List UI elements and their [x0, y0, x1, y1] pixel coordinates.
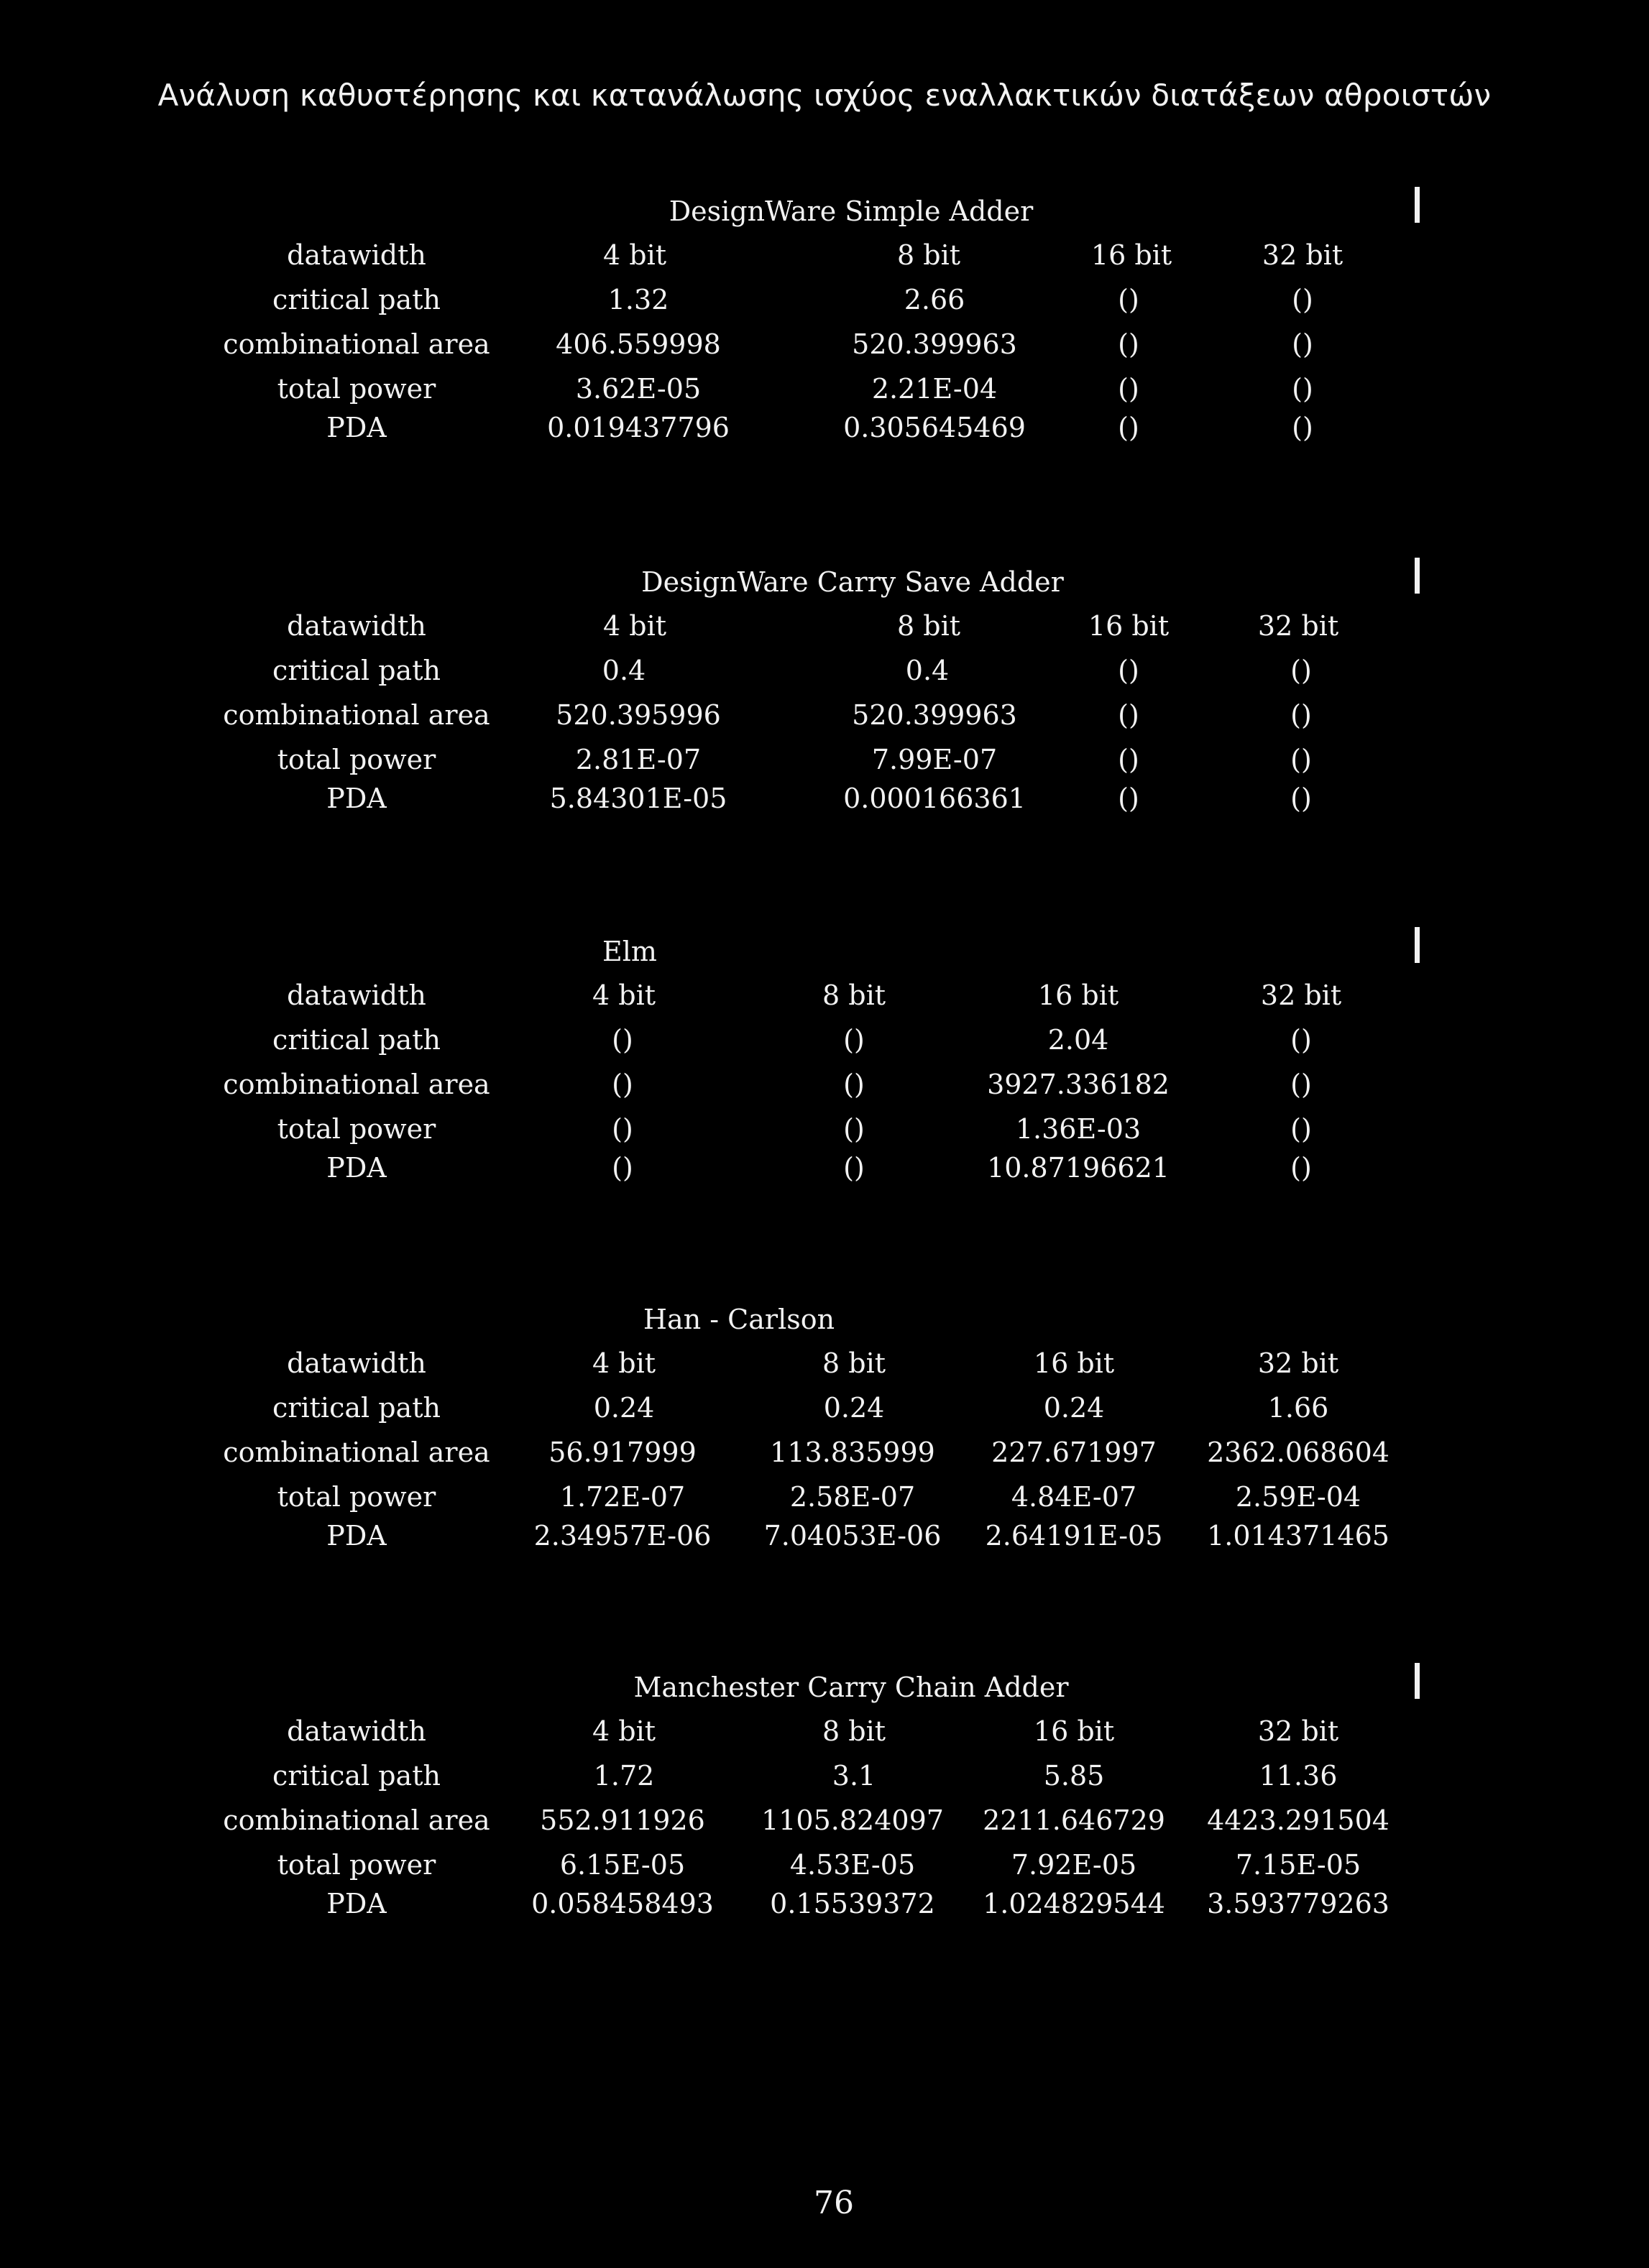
table-cell: () [843, 1024, 865, 1056]
header-row [0, 608, 1649, 644]
header-row [0, 1345, 1649, 1381]
table-cell: 4423.291504 [1207, 1804, 1390, 1836]
edge-mark [1415, 558, 1420, 594]
table-cell: 2.21E-04 [871, 373, 998, 405]
column-header: 16 bit [1090, 239, 1172, 271]
page-number: 76 [814, 2185, 854, 2221]
table-row [0, 1758, 1649, 1794]
table-row [0, 1518, 1649, 1554]
edge-mark [1415, 927, 1420, 963]
table-cell: 520.399963 [852, 328, 1017, 360]
table-cell: 1.014371465 [1207, 1520, 1390, 1552]
row-label: PDA [326, 412, 387, 443]
row-label: PDA [326, 783, 387, 814]
column-header: 32 bit [1257, 1347, 1339, 1379]
table-cell: () [1290, 1069, 1312, 1100]
table-cell: 7.15E-05 [1235, 1849, 1361, 1881]
table-cell: 56.917999 [548, 1437, 697, 1468]
table-row [0, 653, 1649, 688]
table-row [0, 697, 1649, 733]
table-cell: 0.4 [905, 655, 950, 686]
edge-mark [1415, 187, 1420, 223]
table-han-carlson [0, 1304, 1649, 1605]
table-row [0, 282, 1649, 318]
table-title: Elm [602, 936, 657, 967]
table-cell: 113.835999 [770, 1437, 935, 1468]
table-cell: 0.058458493 [531, 1888, 714, 1919]
table-cell: 2.34957E-06 [533, 1520, 712, 1552]
table-cell: () [1292, 412, 1313, 443]
table-row [0, 410, 1649, 446]
column-header: 4 bit [602, 239, 667, 271]
table-cell: 2.59E-04 [1235, 1481, 1361, 1513]
table-cell: () [1290, 699, 1312, 731]
table-row [0, 1479, 1649, 1515]
table-cell: 7.04053E-06 [763, 1520, 942, 1552]
table-cell: 5.84301E-05 [549, 783, 727, 814]
table-row [0, 780, 1649, 816]
table-cell: 2.66 [904, 284, 965, 315]
table-cell: () [1290, 1024, 1312, 1056]
table-cell: 3.593779263 [1207, 1888, 1390, 1919]
table-cell: 2211.646729 [983, 1804, 1165, 1836]
table-elm [0, 936, 1649, 1237]
table-cell: 1.66 [1267, 1392, 1329, 1424]
table-cell: 227.671997 [991, 1437, 1157, 1468]
table-row [0, 1066, 1649, 1102]
table-cell: () [1290, 655, 1312, 686]
table-cell: () [1118, 412, 1139, 443]
row-label: combinational area [223, 1069, 490, 1100]
table-cell: () [1118, 373, 1139, 405]
table-cell: 5.85 [1043, 1760, 1105, 1792]
column-header: 8 bit [822, 979, 886, 1011]
row-label: critical path [272, 1024, 441, 1056]
table-row [0, 1802, 1649, 1838]
page-title: Ανάλυση καθυστέρησης και κατανάλωσης ισχύος εναλλακτικών διατάξεων αθροιστών [157, 78, 1492, 113]
table-cell: 1.024829544 [983, 1888, 1165, 1919]
table-cell: 4.84E-07 [1011, 1481, 1137, 1513]
table-cell: 520.399963 [852, 699, 1017, 731]
row-label: combinational area [223, 1804, 490, 1836]
edge-mark [1415, 1663, 1420, 1699]
column-header: 32 bit [1262, 239, 1343, 271]
row-label: datawidth [287, 239, 426, 271]
table-cell: 2.81E-07 [575, 744, 702, 775]
column-header: 4 bit [592, 1347, 656, 1379]
table-cell: () [1290, 1152, 1312, 1184]
table-cell: 0.15539372 [770, 1888, 935, 1919]
table-title: Manchester Carry Chain Adder [633, 1672, 1069, 1703]
table-cell: () [843, 1113, 865, 1145]
row-label: critical path [272, 284, 441, 315]
row-label: critical path [272, 655, 441, 686]
table-title: DesignWare Carry Save Adder [641, 566, 1064, 598]
table-cell: () [1290, 1113, 1312, 1145]
header-row [0, 237, 1649, 273]
column-header: 8 bit [896, 610, 961, 642]
table-cell: () [1118, 655, 1139, 686]
table-cell: () [1292, 284, 1313, 315]
column-header: 4 bit [592, 1715, 656, 1747]
table-cell: () [1292, 373, 1313, 405]
table-row [0, 1434, 1649, 1470]
table-cell: 0.4 [602, 655, 646, 686]
table-row [0, 1150, 1649, 1186]
table-cell: 0.24 [1043, 1392, 1105, 1424]
column-header: 8 bit [822, 1715, 886, 1747]
table-cell: 1.36E-03 [1015, 1113, 1142, 1145]
row-label: combinational area [223, 699, 490, 731]
row-label: total power [277, 1481, 436, 1513]
table-cell: 7.99E-07 [871, 744, 998, 775]
table-cell: () [612, 1069, 633, 1100]
column-header: 16 bit [1088, 610, 1170, 642]
table-cell: 406.559998 [556, 328, 721, 360]
table-cell: 552.911926 [540, 1804, 705, 1836]
table-cell: 11.36 [1259, 1760, 1338, 1792]
table-cell: () [612, 1152, 633, 1184]
table-cell: 0.305645469 [843, 412, 1026, 443]
row-label: critical path [272, 1760, 441, 1792]
row-label: combinational area [223, 1437, 490, 1468]
row-label: total power [277, 1113, 436, 1145]
column-header: 16 bit [1037, 979, 1119, 1011]
row-label: PDA [326, 1520, 387, 1552]
table-cell: 6.15E-05 [559, 1849, 686, 1881]
table-cell: 7.92E-05 [1011, 1849, 1137, 1881]
table-designware-simple-adder [0, 195, 1649, 497]
table-cell: () [843, 1069, 865, 1100]
row-label: datawidth [287, 1715, 426, 1747]
column-header: 32 bit [1257, 610, 1339, 642]
table-cell: 1.32 [607, 284, 669, 315]
column-header: 4 bit [602, 610, 667, 642]
header-row [0, 977, 1649, 1013]
column-header: 8 bit [822, 1347, 886, 1379]
table-cell: () [1290, 744, 1312, 775]
column-header: 16 bit [1033, 1347, 1115, 1379]
table-row [0, 1390, 1649, 1426]
table-title: DesignWare Simple Adder [669, 195, 1034, 227]
table-row [0, 1111, 1649, 1147]
row-label: PDA [326, 1888, 387, 1919]
table-cell: 520.395996 [556, 699, 721, 731]
table-cell: 10.87196621 [987, 1152, 1170, 1184]
column-header: 4 bit [592, 979, 656, 1011]
table-cell: 0.000166361 [843, 783, 1026, 814]
table-cell: 3.62E-05 [575, 373, 702, 405]
row-label: datawidth [287, 1347, 426, 1379]
table-cell: () [1118, 699, 1139, 731]
table-title: Han - Carlson [643, 1304, 835, 1335]
table-cell: 0.24 [593, 1392, 655, 1424]
column-header: 16 bit [1033, 1715, 1115, 1747]
table-cell: 2.04 [1047, 1024, 1109, 1056]
table-cell: 1105.824097 [761, 1804, 944, 1836]
table-cell: 2362.068604 [1207, 1437, 1390, 1468]
table-row [0, 1886, 1649, 1922]
table-cell: 1.72 [593, 1760, 655, 1792]
row-label: total power [277, 1849, 436, 1881]
row-label: combinational area [223, 328, 490, 360]
table-manchester-carry-chain-adder [0, 1672, 1649, 1973]
table-cell: 0.24 [823, 1392, 885, 1424]
table-cell: 3927.336182 [987, 1069, 1170, 1100]
row-label: total power [277, 373, 436, 405]
column-header: 32 bit [1257, 1715, 1339, 1747]
table-row [0, 326, 1649, 362]
table-cell: 1.72E-07 [559, 1481, 686, 1513]
table-row [0, 1847, 1649, 1883]
row-label: datawidth [287, 979, 426, 1011]
table-cell: () [843, 1152, 865, 1184]
table-designware-carry-save-adder [0, 566, 1649, 868]
column-header: 8 bit [896, 239, 961, 271]
row-label: critical path [272, 1392, 441, 1424]
column-header: 32 bit [1260, 979, 1342, 1011]
header-row [0, 1713, 1649, 1749]
table-cell: () [1118, 328, 1139, 360]
table-cell: 4.53E-05 [789, 1849, 916, 1881]
table-cell: 3.1 [832, 1760, 876, 1792]
table-cell: 2.64191E-05 [985, 1520, 1163, 1552]
row-label: total power [277, 744, 436, 775]
table-cell: () [1118, 284, 1139, 315]
table-cell: () [1118, 783, 1139, 814]
table-cell: () [1118, 744, 1139, 775]
table-row [0, 371, 1649, 407]
row-label: datawidth [287, 610, 426, 642]
table-cell: () [612, 1024, 633, 1056]
row-label: PDA [326, 1152, 387, 1184]
table-cell: 2.58E-07 [789, 1481, 916, 1513]
table-cell: () [1290, 783, 1312, 814]
table-row [0, 742, 1649, 778]
table-cell: () [1292, 328, 1313, 360]
table-cell: 0.019437796 [547, 412, 730, 443]
table-cell: () [612, 1113, 633, 1145]
table-row [0, 1022, 1649, 1058]
